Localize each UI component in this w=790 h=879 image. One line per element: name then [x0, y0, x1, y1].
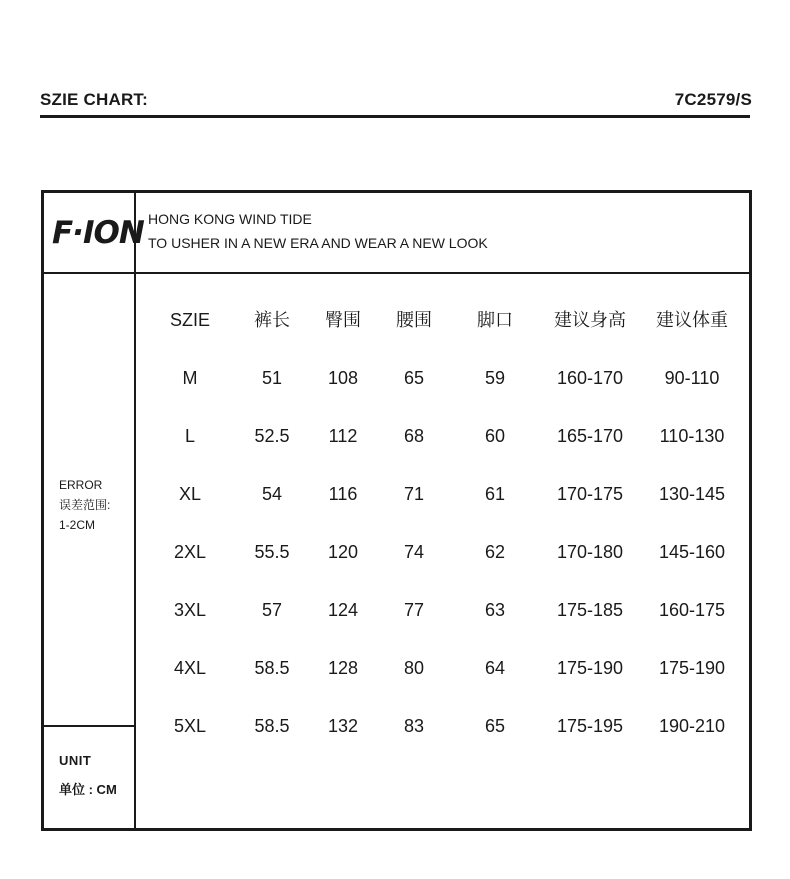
table-cell: XL [178, 484, 202, 504]
table-cell: 55.5 [254, 542, 290, 562]
table-cell: 124 [327, 600, 359, 620]
table-cell: 65 [484, 716, 506, 736]
error-range-label: 误差范围: [59, 498, 111, 512]
table-cell: 58.5 [254, 658, 290, 678]
page-title: SZIE CHART: [40, 90, 148, 109]
table-cell: 52.5 [254, 426, 290, 446]
table-cell: 80 [403, 658, 425, 678]
table-row [135, 407, 749, 465]
table-cell: 64 [484, 658, 506, 678]
table-cell: 165-170 [556, 426, 624, 446]
table-cell: 108 [327, 368, 359, 388]
column-header: 裤长 [254, 310, 290, 330]
table-cell: 62 [484, 542, 506, 562]
column-header: 臀围 [325, 310, 361, 330]
table-cell: 175-195 [556, 716, 624, 736]
slogan-line-2: TO USHER IN A NEW ERA AND WEAR A NEW LOOK [148, 235, 488, 251]
column-header: 建议身高 [554, 310, 626, 330]
error-range-value: 1-2CM [59, 518, 96, 532]
table-cell: 110-130 [659, 426, 725, 446]
table-cell: 57 [261, 600, 283, 620]
table-cell: 58.5 [254, 716, 290, 736]
table-cell: 190-210 [658, 716, 726, 736]
table-cell: 175-185 [556, 600, 624, 620]
table-cell: 83 [403, 716, 425, 736]
table-cell: 90-110 [664, 368, 720, 388]
table-cell: 120 [327, 542, 359, 562]
table-cell: 175-190 [658, 658, 726, 678]
table-cell: M [182, 368, 198, 388]
table-cell: 112 [328, 426, 358, 446]
slogan-line-1: HONG KONG WIND TIDE [148, 211, 312, 227]
unit-label: UNIT [59, 753, 92, 768]
brand-logo: F·ION [52, 215, 144, 251]
unit-value: 单位 : CM [59, 782, 117, 797]
table-row [135, 523, 749, 581]
table-cell: 63 [484, 600, 506, 620]
table-cell: 54 [261, 484, 283, 504]
table-row [135, 349, 749, 407]
table-cell: 160-170 [556, 368, 624, 388]
table-cell: 74 [403, 542, 425, 562]
table-cell: 68 [403, 426, 425, 446]
column-header: 脚口 [477, 310, 513, 330]
table-cell: 5XL [173, 716, 207, 736]
table-cell: 116 [328, 484, 358, 504]
table-row [135, 581, 749, 639]
table-cell: 175-190 [556, 658, 624, 678]
table-cell: 61 [484, 484, 506, 504]
table-cell: 65 [403, 368, 425, 388]
table-cell: 2XL [173, 542, 207, 562]
table-cell: 59 [484, 368, 506, 388]
table-row [135, 639, 749, 697]
column-header: SZIE [169, 310, 211, 330]
table-cell: 160-175 [658, 600, 726, 620]
table-cell: 145-160 [658, 542, 726, 562]
table-cell: 4XL [173, 658, 207, 678]
table-cell: 170-180 [556, 542, 624, 562]
table-cell: 60 [484, 426, 506, 446]
product-code: 7C2579/S [674, 90, 752, 109]
header-divider [40, 115, 750, 118]
table-cell: 128 [327, 658, 359, 678]
table-cell: 71 [403, 484, 425, 504]
unit-divider [44, 725, 135, 727]
table-cell: 132 [327, 716, 359, 736]
table-cell: 51 [261, 368, 283, 388]
table-cell: L [184, 426, 196, 446]
table-cell: 3XL [173, 600, 207, 620]
column-header: 腰围 [396, 310, 432, 330]
size-chart-frame [41, 190, 752, 831]
table-cell: 130-145 [658, 484, 726, 504]
header-row-divider [44, 272, 749, 274]
table-row [135, 465, 749, 523]
table-row [135, 697, 749, 755]
table-cell: 77 [403, 600, 425, 620]
table-cell: 170-175 [556, 484, 624, 504]
column-header: 建议体重 [656, 310, 728, 330]
error-label: ERROR [59, 478, 103, 492]
table-header-row [135, 291, 749, 349]
